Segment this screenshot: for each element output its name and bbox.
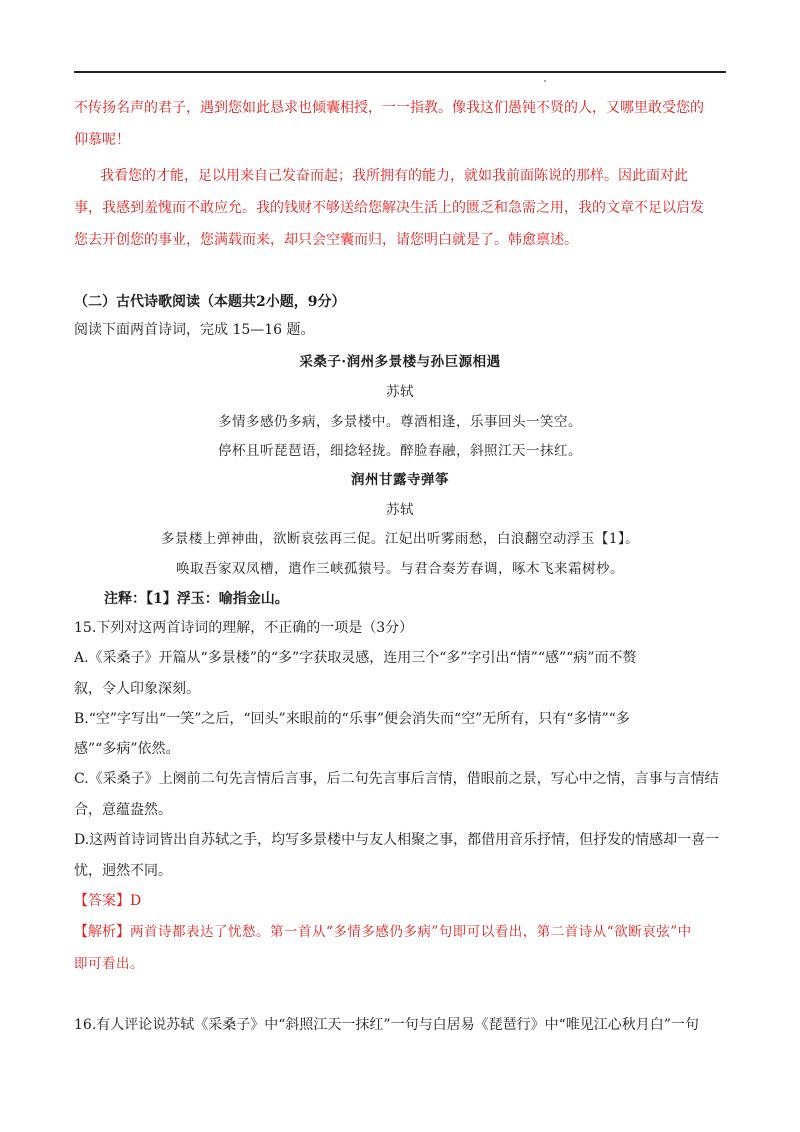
translation-p2-line3: 您去开创您的事业，您满载而来，却只会空囊而归，请您明白就是了。韩愈禀述。 — [74, 232, 578, 248]
poem-note — [104, 589, 764, 609]
q15-stem: 15.下列对这两首诗词的理解，不正确的一项是（3分） — [74, 620, 414, 636]
note-text: 【1】浮玉：喻指金山。 — [146, 591, 289, 607]
q15-option-b-line1: B.“空”字写出“一笑”之后，“回头”来眼前的“乐事”便会消失而“空”无所有，只有“多情”“多 — [74, 711, 630, 727]
analysis-label: 【解析】 — [74, 924, 130, 940]
q15-option-d-line2: 忧，迥然不同。 — [74, 863, 172, 879]
poem2-author: 苏轼 — [386, 502, 414, 518]
translation-p1-line1: 不传扬名声的君子，遇到您如此恳求也倾囊相授，一一指教。像我这们愚钝不贤的人，又哪里敢受您的 — [74, 100, 704, 116]
note-label: 注释： — [104, 591, 146, 607]
poem1-line1: 多情多感仍多病，多景楼中。尊酒相逢，乐事回头一笑空。 — [218, 414, 582, 430]
q15-analysis-line1 — [74, 922, 734, 942]
q15-option-c-line1: C.《采桑子》上阕前二句先言情后言事，后二句先言事后言情，借眼前之景，写心中之情，言事与言情结 — [74, 771, 719, 787]
analysis-text: 两首诗都表达了忧愁。第一首从“多情多感仍多病”句即可以看出，第二首诗从“欲断哀弦”中 — [130, 924, 692, 940]
poem1-author: 苏轼 — [386, 384, 414, 400]
poem1-title: 采桑子·润州多景楼与孙巨源相遇 — [299, 354, 501, 370]
translation-p2-line2: 事，我感到羞愧而不敢应允。我的钱财不够送给您解决生活上的匮乏和急需之用，我的文章不足以启发 — [74, 200, 704, 216]
q15-analysis-line2: 即可看出。 — [74, 956, 144, 972]
section-heading: （二）古代诗歌阅读（本题共2小题，9分） — [74, 294, 346, 310]
q15-option-a-line1: A.《采桑子》开篇从“多景楼”的“多”字获取灵感，连用三个“多”字引出“情”“感”“病”而不赘 — [74, 650, 637, 666]
q15-option-d-line1: D.这两首诗词皆出自苏轼之手，均写多景楼中与友人相聚之事，都借用音乐抒情，但抒发的情感却一喜一 — [74, 832, 720, 848]
poem2-line1: 多景楼上弹神曲，欲断哀弦再三促。江妃出听雾雨愁，白浪翻空动浮玉【1】。 — [160, 531, 640, 547]
q15-answer: 【答案】D — [74, 893, 142, 909]
q15-option-b-line2: 感”“多病”依然。 — [74, 741, 180, 757]
header-rule — [74, 71, 726, 73]
q15-option-c-line2: 合，意蕴盎然。 — [74, 802, 172, 818]
poem2-line2: 唤取吾家双凤槽，遣作三峡孤猿号。与君合奏芳春调，啄木飞来霜树杪。 — [176, 561, 624, 577]
translation-p1-line2: 仰慕呢！ — [74, 132, 130, 148]
q16-stem: 16.有人评论说苏轼《采桑子》中“斜照江天一抹红”一句与白居易《琵琶行》中“唯见江心秋月白”一句 — [74, 1017, 699, 1033]
section-instruction: 阅读下面两首诗词，完成 15—16 题。 — [74, 322, 315, 338]
translation-p2-line1: 我看您的才能，足以用来自己发奋而起；我所拥有的能力，就如我前面陈说的那样。因此面对此 — [100, 168, 688, 184]
poem1-line2: 停杯且听琵琶语，细捻轻拢。醉脸春融，斜照江天一抹红。 — [218, 443, 582, 459]
poem2-title: 润州甘露寺弹筝 — [351, 472, 449, 488]
header-dot — [544, 80, 546, 82]
q15-option-a-line2: 叙，令人印象深刻。 — [74, 681, 200, 697]
